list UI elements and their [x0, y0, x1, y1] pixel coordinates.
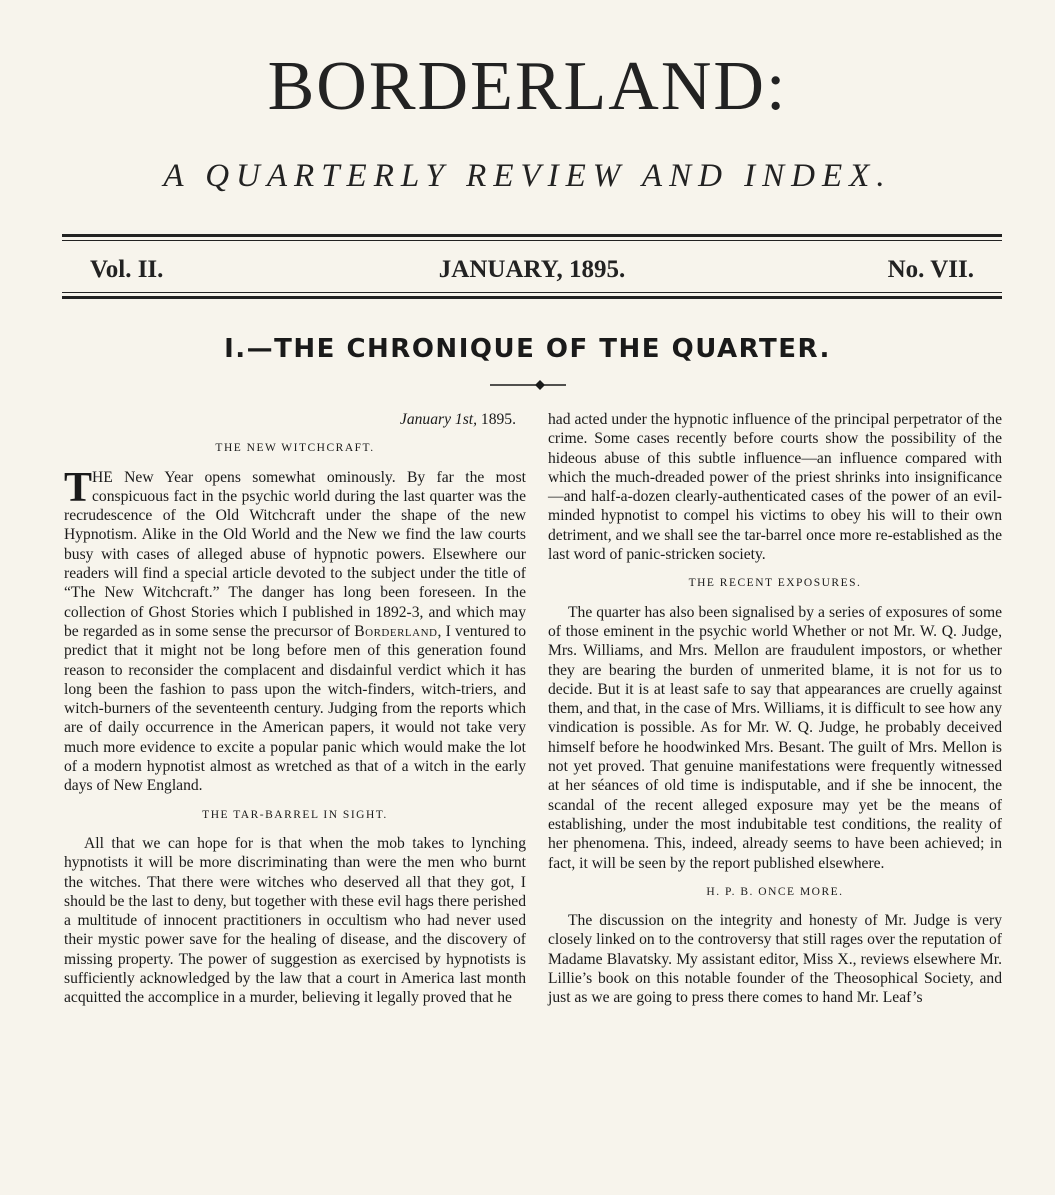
header-rule-thin-bottom: [62, 292, 1002, 293]
header-rule-thick-top: [62, 234, 1002, 237]
subheading-tar-barrel: THE TAR-BARREL IN SIGHT.: [202, 808, 388, 821]
dateline-text: January 1st,: [399, 411, 478, 428]
volume-label: Vol. II.: [90, 256, 164, 283]
drop-cap: T: [64, 464, 93, 511]
right-column: [548, 410, 1002, 1008]
header-rule-thick-bottom: [62, 296, 1002, 299]
masthead-subtitle: A QUARTERLY REVIEW AND INDEX.: [163, 158, 892, 194]
paragraph-hpb: The discussion on the integrity and honesty of Mr. Judge is very closely linked on to the controversy that still rages over the reputation of Madame Blavatsky. My assistant editor, Miss X., reviews elsewhere Mr. Lillie’s book on this notable founder of the Theosophical Society, and just as we are going to press there comes to hand Mr. Leaf’s: [548, 912, 1002, 1007]
paragraph-text: HE New Year opens somewhat ominously. By far the most conspicuous fact in the psychic world during the last quarter was the recrudescence of the Old Witchcraft under the shape of the new Hypnotism. Alike in the Old World and the New we find the law courts busy with cases of alleged abuse of hypnotic powers. Elsewhere our readers will find a special article devoted to the subject under the title of “The New Witchcraft.” The danger has long been foreseen. In the collection of Ghost Stories which I published in 1892-3, and which may be regarded as in some sense the precursor of: [64, 468, 526, 640]
paragraph-new-witchcraft: [64, 464, 526, 796]
paragraph-tar-barrel: All that we can hope for is that when the mob takes to lynching hypnotists it will be more discriminating than were the men who burnt the witches. That there were witches who deserved all that they got, I should be the last to deny, but together with these evil hags there perished a multitude of innocent practitioners in occultism who had never used their mystic power save for the healing of disease, and the discovery of missing property. The power of suggestion as exercised by hypnotists is sufficiently acknowledged by the law that a court in America last month acquitted the accomplice in a murder, believing it legally proved that he: [64, 834, 526, 1007]
paragraph-continued: had acted under the hypnotic influence of the principal perpetrator of the crime. Some cases recently before courts show the possibility of the hideous abuse of this subtle influence—an influence compared with which the much-dreaded power of the priest shrinks into insignificance—and half-a-dozen clearly-authenticated cases of the power of an evil-minded hypnotist to compel his victims to obey his will to their own detriment, and we shall see the tar-barrel once more re-established as the last word of panic-stricken society.: [548, 411, 1002, 564]
dateline-year: 1895.: [477, 411, 516, 428]
issue-date: JANUARY, 1895.: [438, 256, 626, 283]
issue-number: No. VII.: [887, 256, 974, 283]
subheading-new-witchcraft: THE NEW WITCHCRAFT.: [215, 442, 375, 455]
paragraph-text-end: , I ventured to predict that it might not be long before men of this generation found reason to reconsider the complacent and disdainful verdict which it has long been the fashion to pass upon the witch-finders, witch-triers, and witch-burners of the seventeenth century. Judging from the reports which are of daily occurrence in the American papers, it would not take very much more evidence to excite a popular panic which would make the lot of a modern hypnotist almost as wretched as that of a witch in the early days of New England.: [64, 622, 526, 795]
section-title: I.—THE CHRONIQUE OF THE QUARTER.: [224, 334, 831, 364]
subheading-recent-exposures: THE RECENT EXPOSURES.: [688, 577, 862, 590]
ornament-divider-icon: [488, 378, 568, 392]
masthead-title: BORDERLAND:: [267, 48, 788, 125]
issue-line: [90, 256, 974, 288]
paragraph-recent-exposures: The quarter has also been signalised by a series of exposures of some of those eminent in the psychic world Whether or not Mr. W. Q. Judge, Mrs. Williams, and Mrs. Mellon are fraudulent impostors, or whether they are bearing the burden of unmerited blame, it is not for us to decide. But it is at least safe to say that appearances are cruelly against them, and that, in the case of Mrs. Williams, it is difficult to see how any vindication is possible. As for Mr. W. Q. Judge, he probably deceived himself before he hoodwinked Mrs. Besant. The guilt of Mrs. Mellon is not yet proved. That genuine manifestations were frequently witnessed at her séances of old time is indisputable, and if she be innocent, the scandal of the recent alleged exposure may yet be the means of establishing, under the most indubitable test conditions, the reality of her phenomena. This, indeed, already seems to have been achieved; in fact, it will be seen by the report published elsewhere.: [548, 603, 1002, 872]
borderland-smallcaps: Borderland: [354, 622, 438, 640]
left-column: [64, 410, 526, 1008]
dateline: [64, 410, 526, 429]
subheading-hpb: H. P. B. ONCE MORE.: [706, 885, 844, 898]
header-rule-thin-top: [62, 240, 1002, 241]
